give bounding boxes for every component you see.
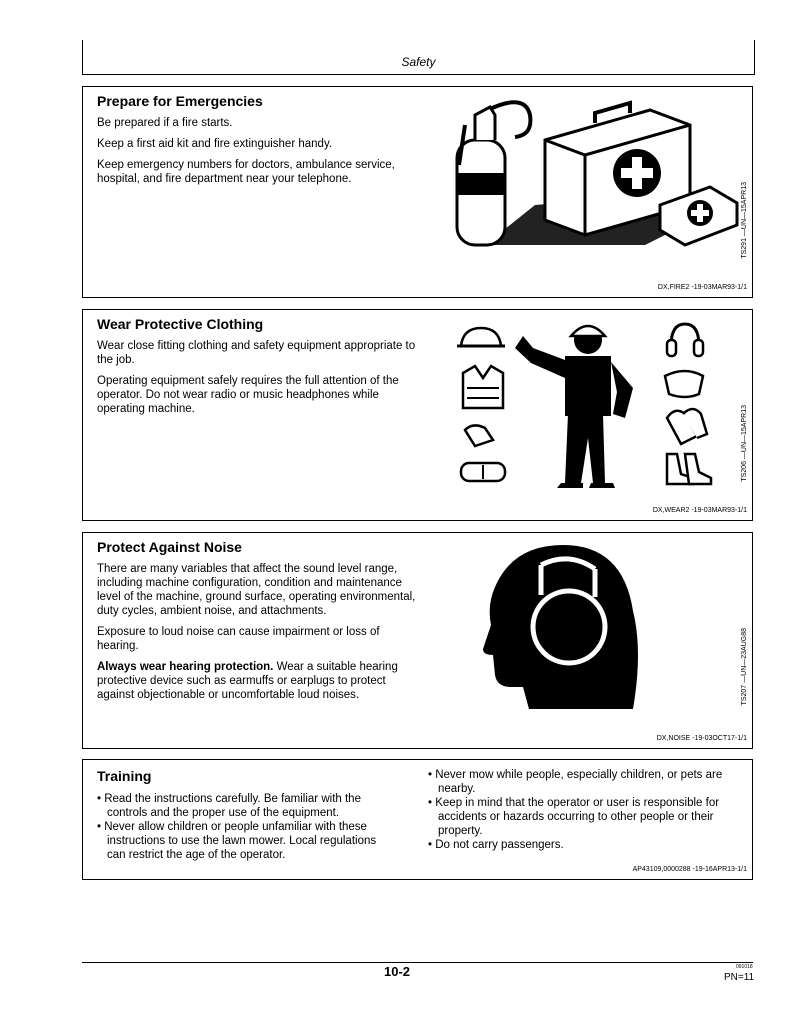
list-item: • Keep in mind that the operator or user is responsible for accidents or hazards occurring to other people or their property. (428, 796, 746, 838)
section-protective-clothing (82, 309, 753, 521)
paragraph: Exposure to loud noise can cause impairment or loss of hearing. (97, 626, 380, 652)
training-left-column (97, 768, 397, 862)
footer-pn: PN=11 (724, 972, 755, 983)
section-title: Protect Against Noise (97, 539, 242, 555)
image-code: TS207 —UN—23AUG88 (741, 628, 748, 706)
header-title: Safety (401, 55, 436, 69)
list-item: • Never allow children or people unfamiliar with these instructions to use the lawn mower. Local regulations can restrict the age of the operator. (97, 820, 397, 862)
footer-small-code: 091018 (736, 964, 753, 970)
list-item: • Do not carry passengers. (428, 838, 746, 852)
bold-lead: Always wear hearing protection. (97, 661, 274, 673)
paragraph: Be prepared if a fire starts. (97, 117, 233, 129)
section-text (97, 316, 417, 423)
section-emergencies (82, 86, 753, 298)
training-right-column (428, 768, 746, 852)
paragraph: Operating equipment safely requires the full attention of the operator. Do not wear radio or music headphones while operating machine. (97, 375, 399, 415)
page-number: 10-2 (383, 964, 411, 979)
section-text (97, 93, 417, 193)
reference-code: DX,WEAR2 -19-03MAR93-1/1 (652, 507, 747, 514)
fire-extinguisher-first-aid-icon (445, 95, 745, 255)
section-training (82, 759, 753, 880)
section-noise (82, 532, 753, 749)
paragraph-rest: Wear a suitable hearing protective device such as earmuffs or earplugs to protect against objectionable or uncomfortable loud noises. (97, 661, 398, 701)
paragraph: Wear close fitting clothing and safety equipment appropriate to the job. (97, 340, 416, 366)
image-code: TS206 —UN—15APR13 (741, 405, 748, 482)
reference-code: DX,NOISE -19-03OCT17-1/1 (656, 735, 747, 742)
protective-equipment-icon (453, 318, 713, 488)
hearing-protection-icon (483, 541, 643, 711)
paragraph-hearing-protection (97, 660, 417, 702)
section-title: Training (97, 768, 152, 784)
section-title: Wear Protective Clothing (97, 316, 264, 332)
training-right-list (428, 768, 746, 852)
list-item: • Read the instructions carefully. Be familiar with the controls and the proper use of the equipment. (97, 792, 397, 820)
reference-code: AP43109,0000288 -19-16APR13-1/1 (632, 866, 747, 873)
section-text (97, 539, 417, 709)
footer-divider (82, 962, 753, 963)
reference-code: DX,FIRE2 -19-03MAR93-1/1 (657, 284, 747, 291)
image-code: TS291 —UN—15APR13 (741, 182, 748, 259)
section-title: Prepare for Emergencies (97, 93, 263, 109)
list-item: • Never mow while people, especially children, or pets are nearby. (428, 768, 746, 796)
paragraph: There are many variables that affect the sound level range, including machine configuration, condition and maintenance level of the machine, ground surface, operating environmental, duty cycles, ambient noise, and attachments. (97, 563, 416, 617)
paragraph: Keep a first aid kit and fire extinguisher handy. (97, 138, 333, 150)
training-left-list (97, 792, 397, 862)
page-header (82, 40, 755, 75)
paragraph: Keep emergency numbers for doctors, ambulance service, hospital, and fire department near your telephone. (97, 159, 395, 185)
